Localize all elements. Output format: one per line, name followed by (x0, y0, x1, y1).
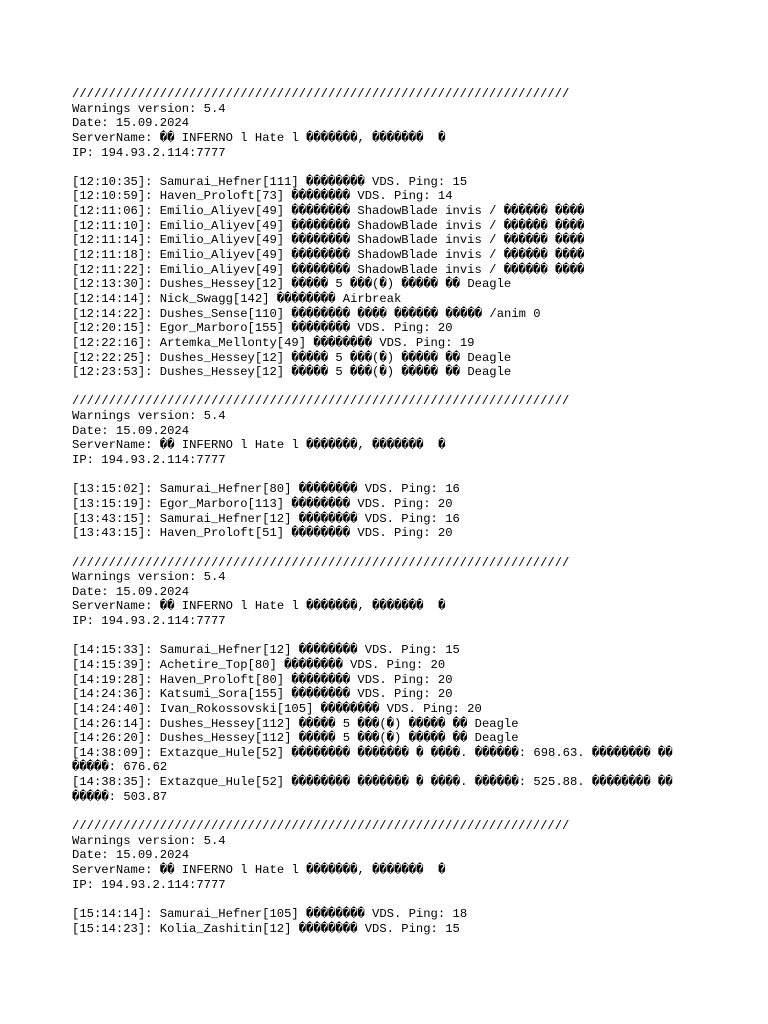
log-entry-continuation: �����: 676.62 (72, 760, 168, 775)
log-date: Date: 15.09.2024 (72, 423, 190, 438)
log-block (72, 394, 768, 555)
log-date: Date: 15.09.2024 (72, 116, 190, 131)
log-entry: [14:24:40]: Ivan_Rokossovski[105] �������� VDS. Ping: 20 (72, 701, 482, 716)
log-entry: [12:23:53]: Dushes_Hessey[12] ����� 5 ���(�) ����� �� Deagle (72, 365, 512, 380)
separator-line: //////////////////////////////////////////////////////////////////// (72, 819, 570, 834)
log-block (72, 819, 768, 936)
log-entry: [14:26:14]: Dushes_Hessey[112] ����� 5 ���(�) ����� �� Deagle (72, 716, 519, 731)
log-entry: [14:19:28]: Haven_Proloft[80] �������� VDS. Ping: 20 (72, 672, 453, 687)
log-entry: [12:22:25]: Dushes_Hessey[12] ����� 5 ���(�) ����� �� Deagle (72, 350, 512, 365)
log-entry: [12:22:16]: Artemka_Mellonty[49] �������� VDS. Ping: 19 (72, 335, 475, 350)
log-entry: [14:38:35]: Extazque_Hule[52] �������� ������� � ����. ������: 525.88. �������� �� (72, 775, 673, 790)
log-entry: [13:43:15]: Haven_Proloft[51] �������� VDS. Ping: 20 (72, 526, 453, 541)
log-entry: [14:15:39]: Achetire_Top[80] �������� VDS. Ping: 20 (72, 657, 446, 672)
blank-line (72, 541, 768, 556)
log-entry: [12:11:22]: Emilio_Aliyev[49] �������� ShadowBlade invis / ������ ���� (72, 262, 585, 277)
log-entry: [13:43:15]: Samurai_Hefner[12] �������� VDS. Ping: 16 (72, 511, 460, 526)
server-ip: IP: 194.93.2.114:7777 (72, 453, 226, 468)
log-block (72, 87, 768, 394)
log-entry: [14:24:36]: Katsumi_Sora[155] �������� VDS. Ping: 20 (72, 687, 453, 702)
blank-line (72, 629, 768, 644)
log-entry-continuation: �����: 503.87 (72, 789, 168, 804)
log-entry: [14:26:20]: Dushes_Hessey[112] ����� 5 ���(�) ����� �� Deagle (72, 731, 519, 746)
blank-line (72, 804, 768, 819)
server-name: ServerName: �� INFERNO l Hate l �������, ������� � (72, 599, 446, 614)
log-date: Date: 15.09.2024 (72, 584, 190, 599)
server-name: ServerName: �� INFERNO l Hate l �������, ������� � (72, 862, 446, 877)
warnings-version: Warnings version: 5.4 (72, 101, 226, 116)
server-ip: IP: 194.93.2.114:7777 (72, 877, 226, 892)
blank-line (72, 892, 768, 907)
log-entry: [12:11:18]: Emilio_Aliyev[49] �������� ShadowBlade invis / ������ ���� (72, 248, 585, 263)
warnings-version: Warnings version: 5.4 (72, 570, 226, 585)
log-entry: [12:11:14]: Emilio_Aliyev[49] �������� ShadowBlade invis / ������ ���� (72, 233, 585, 248)
server-ip: IP: 194.93.2.114:7777 (72, 614, 226, 629)
log-entry: [12:14:22]: Dushes_Sense[110] �������� ���� ������ ����� /anim 0 (72, 306, 541, 321)
warnings-version: Warnings version: 5.4 (72, 833, 226, 848)
blank-line (72, 380, 768, 395)
log-entry: [13:15:02]: Samurai_Hefner[80] �������� VDS. Ping: 16 (72, 482, 460, 497)
log-entry: [12:14:14]: Nick_Swagg[142] �������� Airbreak (72, 291, 402, 306)
separator-line: //////////////////////////////////////////////////////////////////// (72, 394, 570, 409)
log-date: Date: 15.09.2024 (72, 848, 190, 863)
log-entry: [12:11:10]: Emilio_Aliyev[49] �������� ShadowBlade invis / ������ ���� (72, 218, 585, 233)
log-entry: [15:14:23]: Kolia_Zashitin[12] �������� VDS. Ping: 15 (72, 921, 460, 936)
log-block (72, 556, 768, 820)
log-entry: [13:15:19]: Egor_Marboro[113] �������� VDS. Ping: 20 (72, 496, 453, 511)
log-entry: [12:10:59]: Haven_Proloft[73] �������� VDS. Ping: 14 (72, 189, 453, 204)
log-entry: [12:10:35]: Samurai_Hefner[111] �������� VDS. Ping: 15 (72, 174, 468, 189)
log-entry: [12:13:30]: Dushes_Hessey[12] ����� 5 ���(�) ����� �� Deagle (72, 277, 512, 292)
warnings-version: Warnings version: 5.4 (72, 409, 226, 424)
server-name: ServerName: �� INFERNO l Hate l �������, ������� � (72, 130, 446, 145)
blank-line (72, 160, 768, 175)
server-ip: IP: 194.93.2.114:7777 (72, 145, 226, 160)
log-entry: [14:15:33]: Samurai_Hefner[12] �������� VDS. Ping: 15 (72, 643, 460, 658)
log-entry: [12:20:15]: Egor_Marboro[155] �������� VDS. Ping: 20 (72, 321, 453, 336)
server-name: ServerName: �� INFERNO l Hate l �������, ������� � (72, 438, 446, 453)
log-entry: [15:14:14]: Samurai_Hefner[105] �������� VDS. Ping: 18 (72, 906, 468, 921)
blank-line (72, 468, 768, 483)
separator-line: //////////////////////////////////////////////////////////////////// (72, 87, 570, 101)
log-entry: [14:38:09]: Extazque_Hule[52] �������� ������� � ����. ������: 698.63. �������� �� (72, 745, 673, 760)
separator-line: //////////////////////////////////////////////////////////////////// (72, 555, 570, 570)
log-entry: [12:11:06]: Emilio_Aliyev[49] �������� ShadowBlade invis / ������ ���� (72, 204, 585, 219)
